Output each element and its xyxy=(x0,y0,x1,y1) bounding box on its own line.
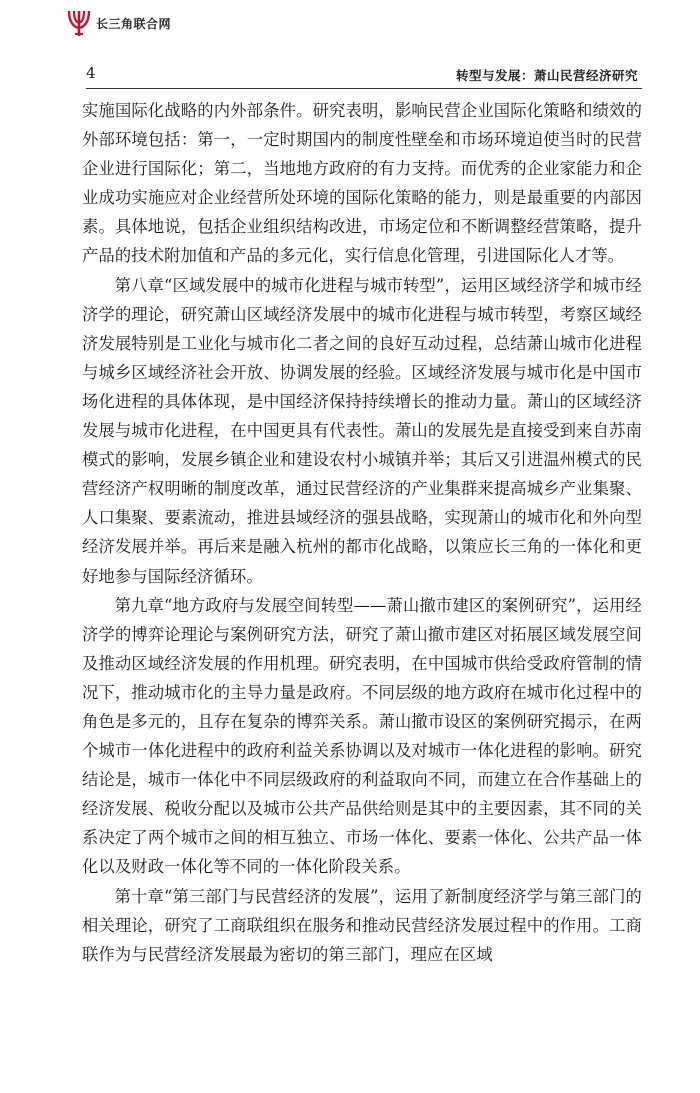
paragraph-chapter-8: 第八章“区域发展中的城市化进程与城市转型”，运用区域经济学和城市经济学的理论，研究萧山区域经济发展中的城市化进程与城市转型，考察区域经济发展特别是工业化与城市化二者之间的良好互动过程，总结萧山城市化进程与城乡区域经济社会开放、协调发展的经验。区域经济发展与城市化是中国市场化进程的具体体现，是中国经济保持持续增长的推动力量。萧山的区域经济发展与城市化进程，在中国更具有代表性。萧山的发展先是直接受到来自苏南模式的影响，发展乡镇企业和建设农村小城镇并举；其后又引进温州模式的民营经济产权明晰的制度改革，通过民营经济的产业集群来提高城乡产业集聚、人口集聚、要素流动，推进县域经济的强县战略，实现萧山的城市化和外向型经济发展并举。再后来是融入杭州的都市化战略，以策应长三角的一体化和更好地参与国际经济循环。 xyxy=(82,275,642,586)
paragraph-chapter-10: 第十章“第三部门与民营经济的发展”，运用了新制度经济学与第三部门的相关理论，研究了工商联组织在服务和推动民营经济发展过程中的作用。工商联作为与民营经济发展最为密切的第三部门，理应在区域 xyxy=(82,886,642,964)
book-title: 转型与发展：萧山民营经济研究 xyxy=(455,68,638,83)
paragraph-continued: 实施国际化战略的内外部条件。研究表明，影响民营企业国际化策略和绩效的外部环境包括：第一，一定时期国内的制度性壁垒和市场环境迫使当时的民营企业进行国际化；第二，当地地方政府的有力支持。而优秀的企业家能力和企业成功实施应对企业经营所处环境的国际化策略的能力，则是最重要的内部因素。具体地说，包括企业组织结构改进，市场定位和不断调整经营策略，提升产品的技术附加值和产品的多元化，实行信息化管理，引进国际化人才等。 xyxy=(82,101,642,266)
logo-text: 长三角联合网 xyxy=(96,16,172,31)
paragraph-chapter-9: 第九章“地方政府与发展空间转型——萧山撤市建区的案例研究”，运用经济学的博弈论理论与案例研究方法，研究了萧山撤市建区对拓展区域发展空间及推动区域经济发展的作用机理。研究表明，在中国城市供给受政府管制的情况下，推动城市化的主导力量是政府。不同层级的地方政府在城市化过程中的角色是多元的，且存在复杂的博弈关系。萧山撤市设区的案例研究揭示，在两个城市一体化进程中的政府利益关系协调以及对城市一体化进程的影响。研究结论是，城市一体化中不同层级政府的利益取向不同，而建立在合作基础上的经济发展、税收分配以及城市公共产品供给则是其中的主要因素，其不同的关系决定了两个城市之间的相互独立、市场一体化、要素一体化、公共产品一体化以及财政一体化等不同的一体化阶段关系。 xyxy=(82,595,642,877)
running-head xyxy=(86,62,642,89)
site-logo xyxy=(66,8,171,38)
text-body xyxy=(82,96,642,969)
logo-emblem-icon xyxy=(66,8,92,38)
page-number: 4 xyxy=(86,64,96,82)
